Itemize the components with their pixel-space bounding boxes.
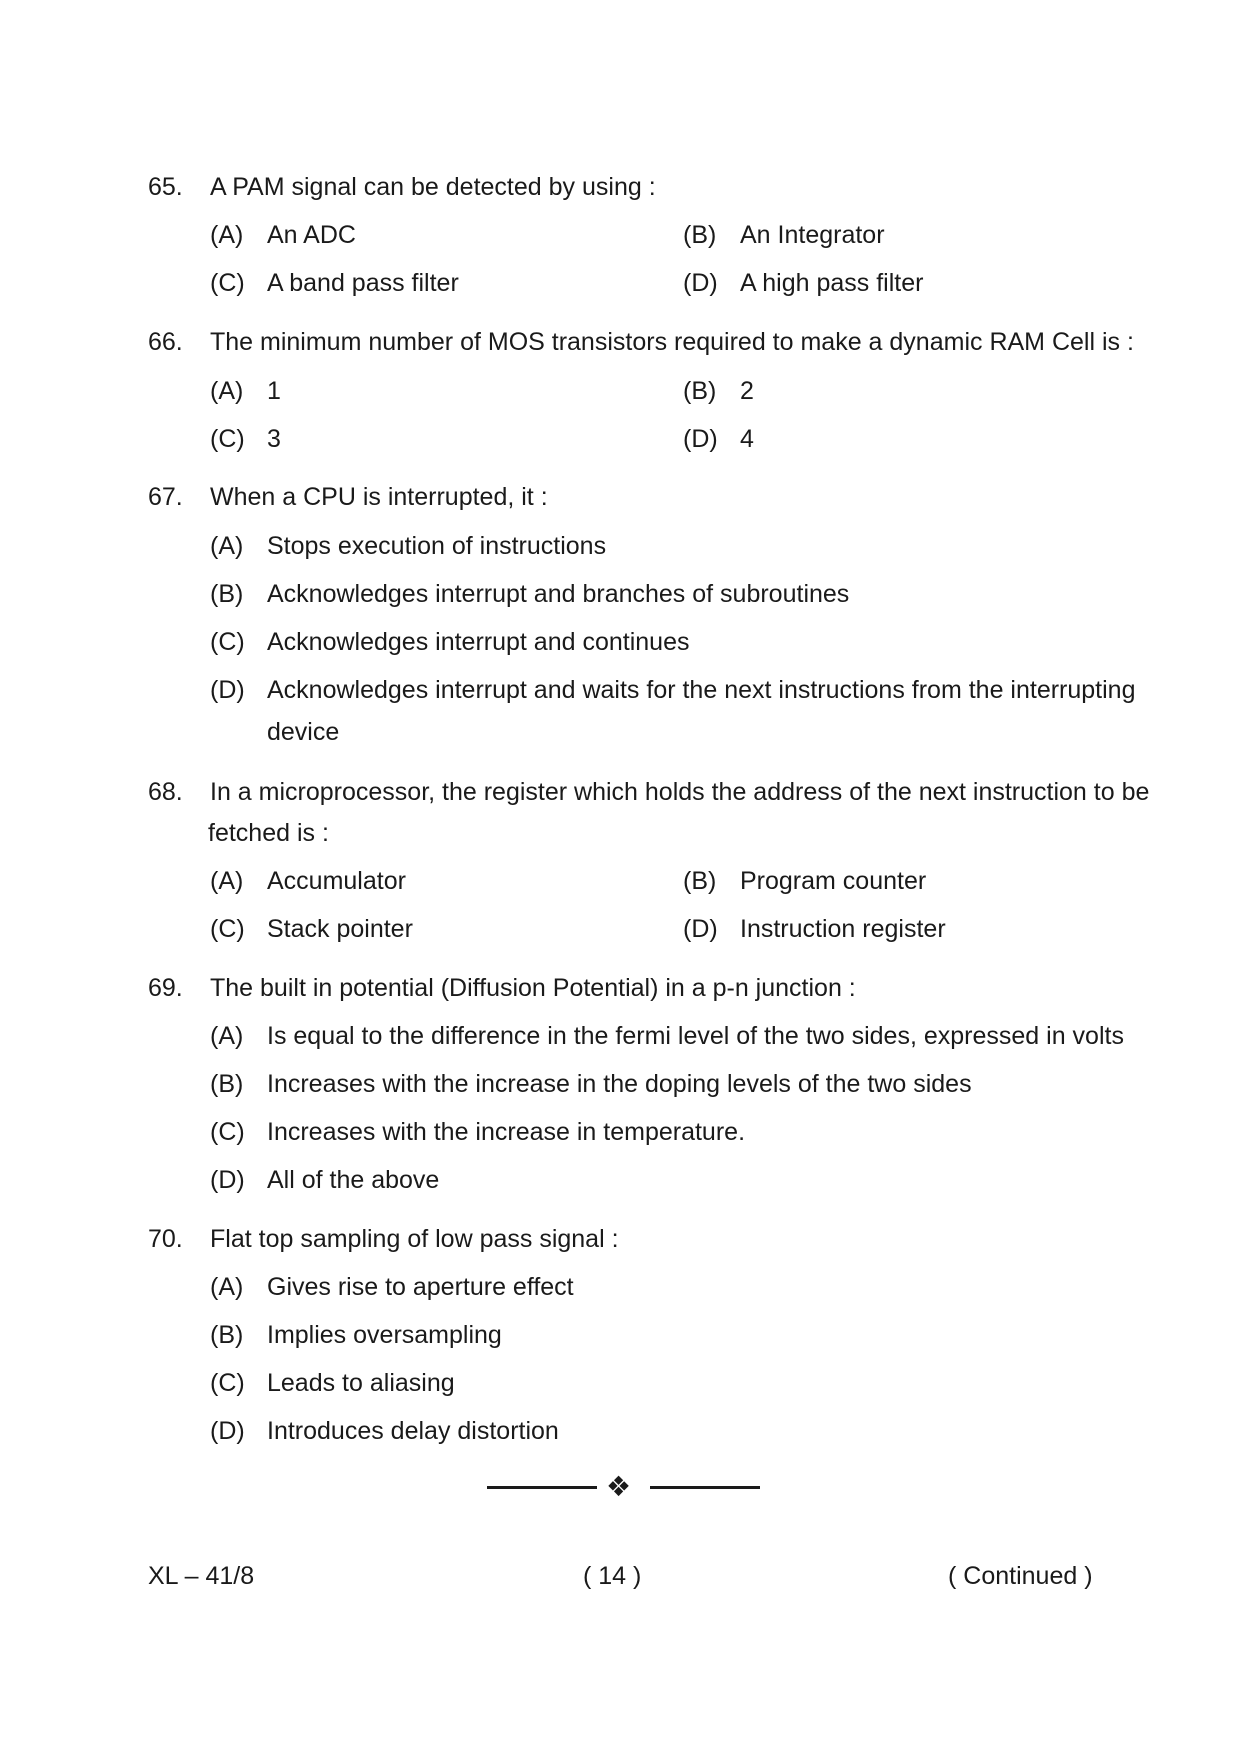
option-text: 3 [267,425,281,453]
option-letter: (B) [210,580,244,608]
option-letter: (A) [210,532,244,560]
option-text: Acknowledges interrupt and branches of subroutines [267,580,850,608]
option-text: Stack pointer [267,915,413,943]
option-letter: (D) [683,425,718,453]
option-letter: (D) [683,269,718,297]
continued-label: ( Continued ) [948,1562,1093,1590]
option-text: A band pass filter [267,269,459,297]
option-letter: (C) [210,1369,245,1397]
option-letter: (A) [210,1273,244,1301]
option-text: An Integrator [740,221,885,249]
option-text: Increases with the increase in temperature. [267,1118,746,1146]
option-letter: (B) [683,867,717,895]
option-text: Acknowledges interrupt and continues [267,628,690,656]
option-letter: (D) [210,1166,245,1194]
option-letter: (A) [210,377,244,405]
option-text-continued: device [267,718,340,746]
question-stem: A PAM signal can be detected by using : [210,173,656,201]
question-stem: Flat top sampling of low pass signal : [210,1225,619,1253]
page-number: ( 14 ) [583,1562,642,1590]
option-letter: (C) [210,628,245,656]
option-text: An ADC [267,221,356,249]
option-text: Is equal to the difference in the fermi level of the two sides, expressed in volts [267,1022,1124,1050]
option-letter: (C) [210,425,245,453]
option-text: A high pass filter [740,269,924,297]
option-text: Gives rise to aperture effect [267,1273,574,1301]
option-text: Program counter [740,867,927,895]
question-number: 67. [148,483,183,511]
option-letter: (A) [210,221,244,249]
option-letter: (B) [683,221,717,249]
option-letter: (C) [210,1118,245,1146]
paper-code: XL – 41/8 [148,1562,255,1590]
option-text: 2 [740,377,754,405]
question-number: 65. [148,173,183,201]
option-letter: (C) [210,269,245,297]
option-letter: (D) [210,1417,245,1445]
option-letter: (B) [210,1321,244,1349]
question-stem: In a microprocessor, the register which holds the address of the next instruction to be [210,778,1150,806]
option-letter: (A) [210,867,244,895]
option-letter: (B) [210,1070,244,1098]
question-number: 68. [148,778,183,806]
question-number: 66. [148,328,183,356]
option-letter: (A) [210,1022,244,1050]
option-text: Introduces delay distortion [267,1417,559,1445]
option-letter: (C) [210,915,245,943]
question-stem: The built in potential (Diffusion Potential) in a p-n junction : [210,974,856,1002]
option-text: 1 [267,377,281,405]
option-text: 4 [740,425,754,453]
question-stem: The minimum number of MOS transistors required to make a dynamic RAM Cell is : [210,328,1134,356]
option-text: Leads to aliasing [267,1369,455,1397]
question-stem: When a CPU is interrupted, it : [210,483,548,511]
divider-right [650,1486,760,1489]
question-number: 70. [148,1225,183,1253]
option-text: All of the above [267,1166,440,1194]
option-letter: (D) [683,915,718,943]
divider-left [487,1486,597,1489]
option-text: Stops execution of instructions [267,532,607,560]
option-text: Accumulator [267,867,406,895]
question-stem-continued: fetched is : [208,819,329,847]
option-text: Instruction register [740,915,946,943]
option-letter: (D) [210,676,245,704]
option-text: Implies oversampling [267,1321,502,1349]
option-text: Increases with the increase in the doping levels of the two sides [267,1070,972,1098]
option-letter: (B) [683,377,717,405]
ornament-icon: ❖ [606,1471,632,1502]
question-number: 69. [148,974,183,1002]
option-text: Acknowledges interrupt and waits for the next instructions from the interrupting [267,676,1136,704]
